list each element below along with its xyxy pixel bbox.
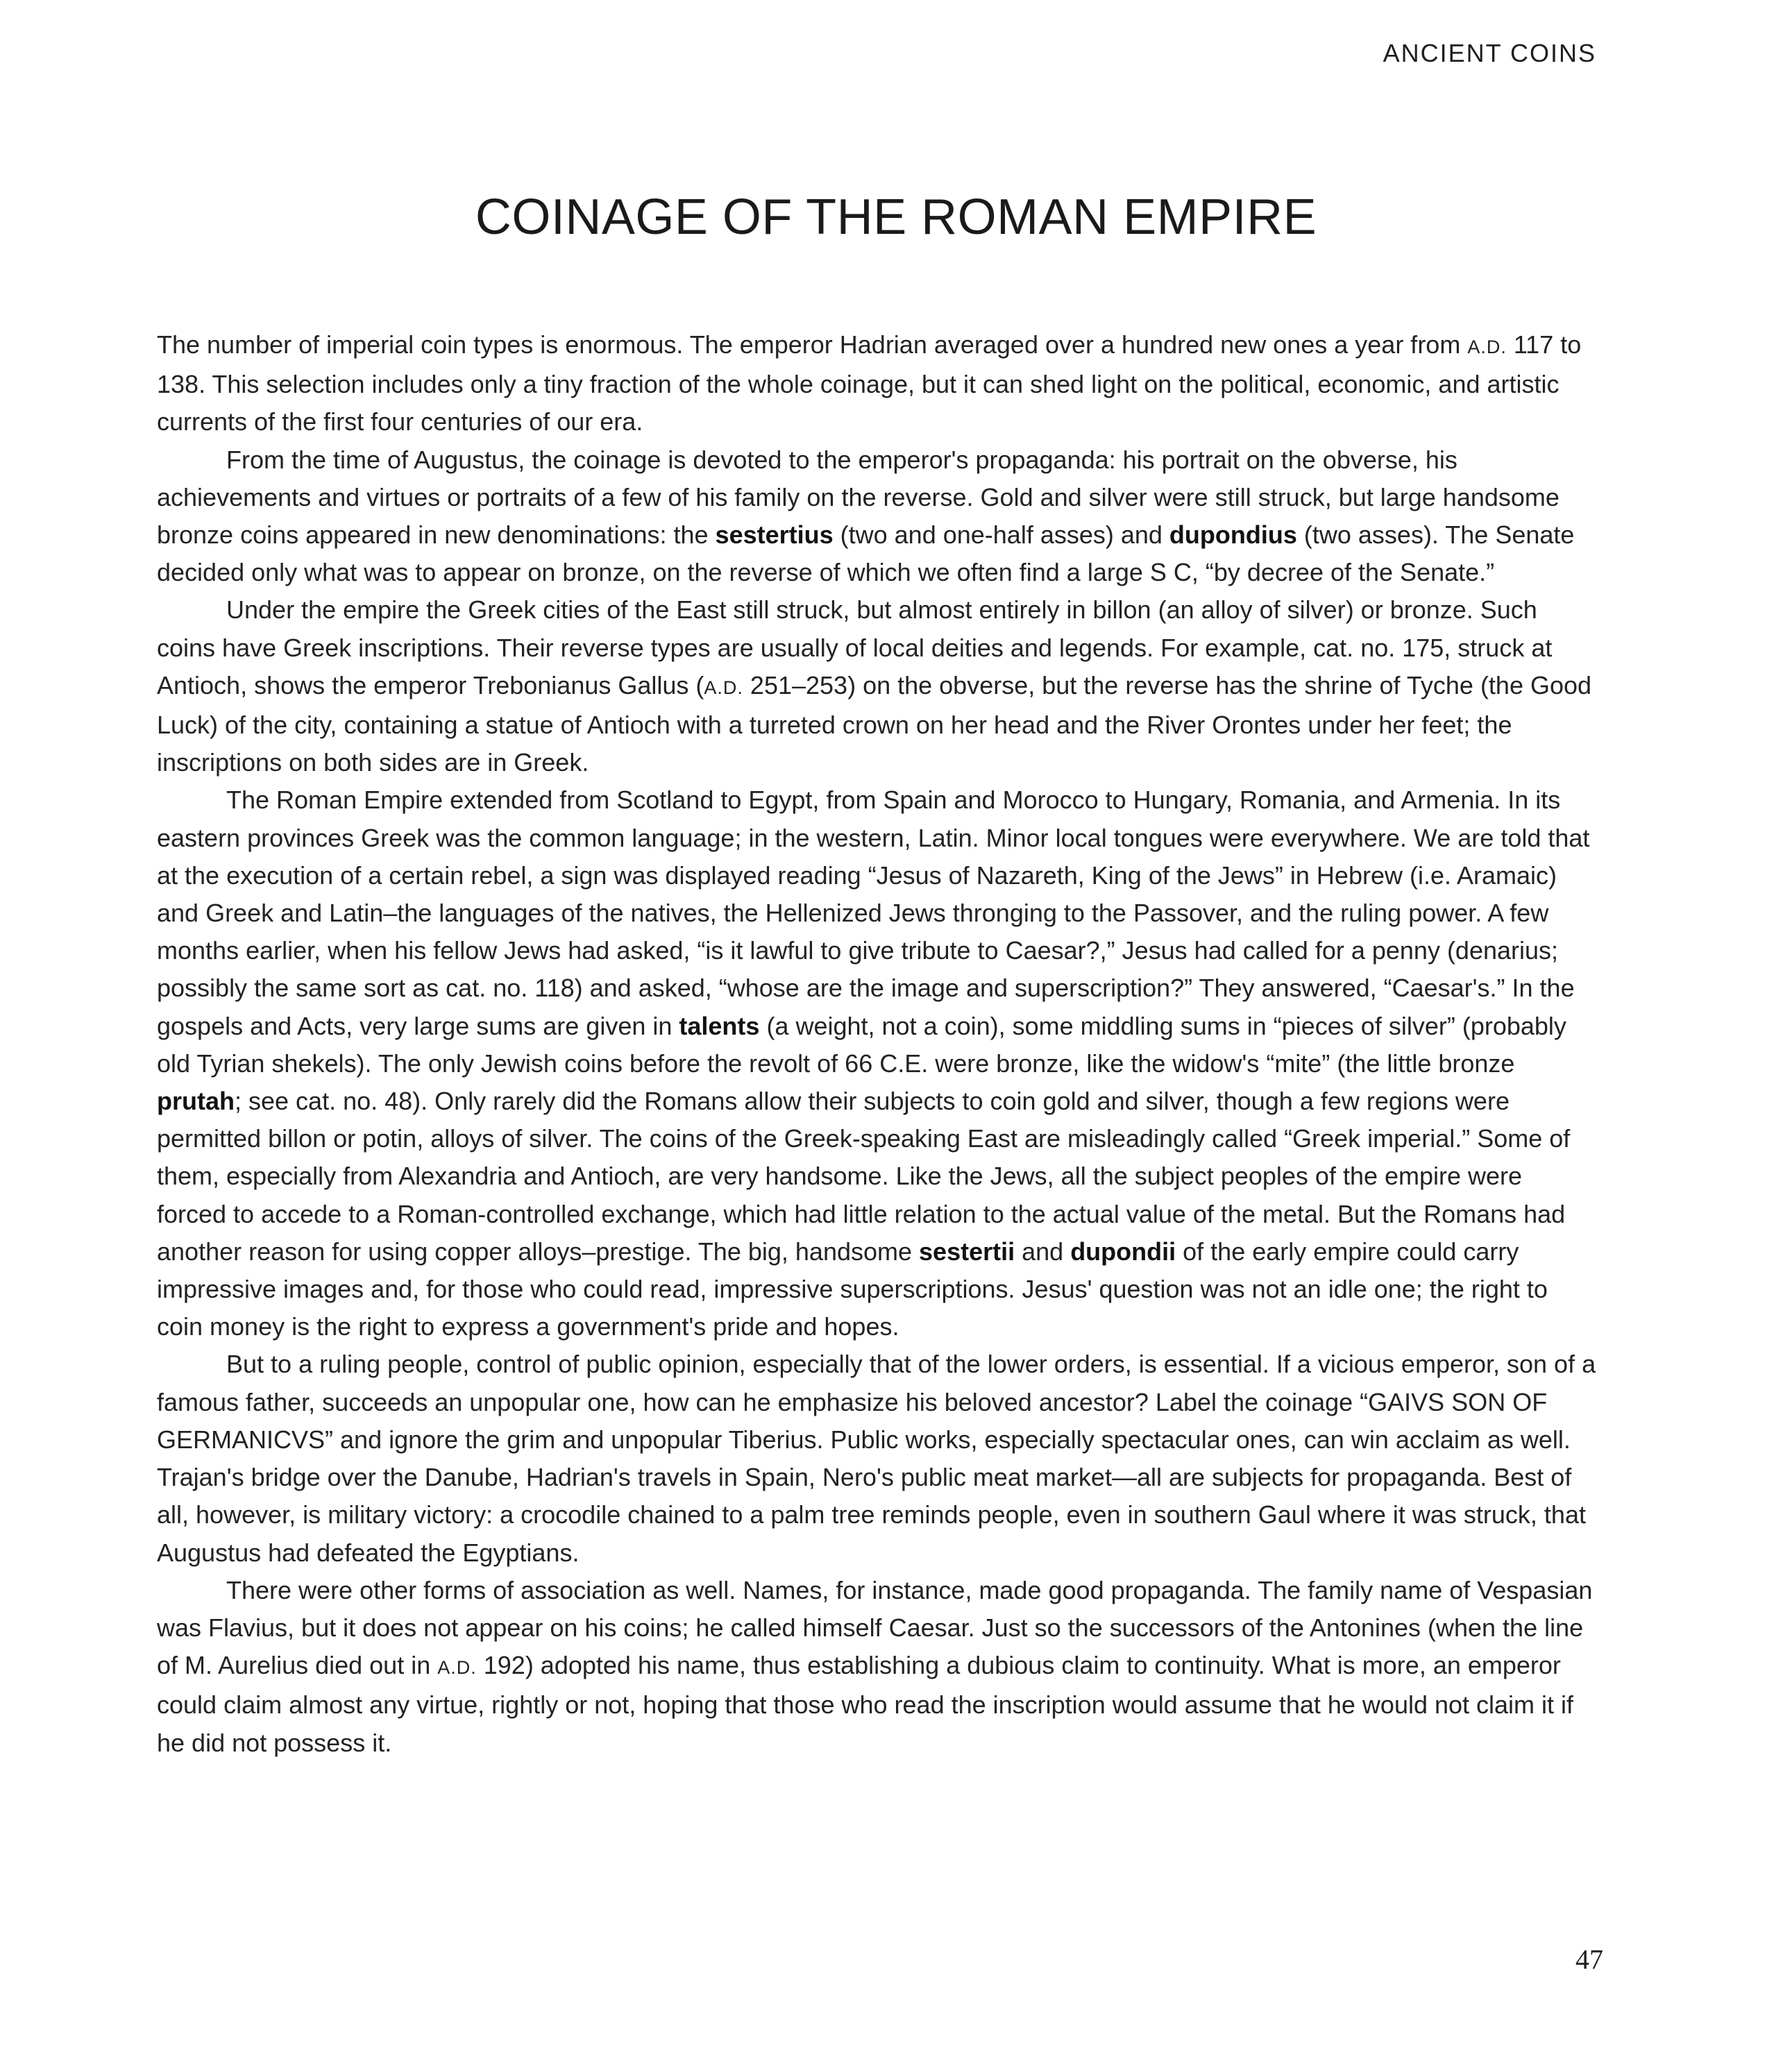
term-prutah: prutah: [157, 1087, 235, 1116]
term-sestertius: sestertius: [715, 520, 834, 550]
text-run: From the time of Augustus, the coinage is devoted to the emperor's propaganda: his portrait on the obverse, his achievements and virtues or portraits of a few of his family on the reverse. Gold and silver were still struck, but large handsome bronze coins appeared in new denominations: the: [157, 445, 1559, 550]
text-run: (a weight, not a coin), some middling sums in “pieces of silver” (probably old Tyrian shekels). The only Jewish coins before the revolt of 66 C.E. were bronze, like the widow's “mite” (the little bronze: [157, 1011, 1566, 1078]
text-run: of the early empire could carry impressive images and, for those who could read, impressive superscriptions. Jesus' question was not an idle one; the right to coin money is the right to express a government's pride and hopes.: [157, 1237, 1548, 1341]
text-run: The number of imperial coin types is enormous. The emperor Hadrian averaged over a hundred new ones a year from: [157, 330, 1468, 359]
term-talents: talents: [679, 1011, 760, 1040]
body-text: [157, 326, 1598, 1762]
text-run: and: [1015, 1237, 1071, 1266]
text-run: 117 to 138. This selection includes only a tiny fraction of the whole coinage, but it can shed light on the political, economic, and artistic currents of the first four centuries of our era.: [157, 330, 1582, 436]
text-run: 251–253) on the obverse, but the reverse has the shrine of Tyche (the Good Luck) of the city, containing a statue of Antioch with a turreted crown on her head and the River Orontes under her feet; the inscriptions on both sides are in Greek.: [157, 670, 1592, 777]
text-run: (two and one-half asses) and: [833, 520, 1169, 550]
page-number: 47: [1575, 1944, 1603, 1975]
paragraph-5: But to a ruling people, control of public opinion, especially that of the lower orders, is essential. If a vicious emperor, son of a famous father, succeeds an unpopular one, how can he emphasize his beloved ancestor? Label the coinage “GAIVS SON OF GERMANICVS” and ignore the grim and unpopular Tiberius. Public works, especially spectacular ones, can win acclaim as well. Trajan's bridge over the Danube, Hadrian's travels in Spain, Nero's public meat market—all are subjects for propaganda. Best of all, however, is military victory: a crocodile chained to a palm tree reminds people, even in southern Gaul where it was struck, that Augustus had defeated the Egyptians.: [157, 1350, 1596, 1567]
paragraph-1: [157, 326, 1598, 441]
paragraph-4: [157, 781, 1598, 1346]
paragraph-3: [157, 591, 1598, 781]
era-abbreviation: A.D.: [704, 677, 743, 698]
text-run: (two asses). The Senate decided only what was to appear on bronze, on the reverse of which we often find a large S C, “by decree of the Senate.”: [157, 520, 1575, 587]
paragraph-2: [157, 441, 1598, 592]
text-run: The Roman Empire extended from Scotland to Egypt, from Spain and Morocco to Hungary, Romania, and Armenia. In its eastern provinces Greek was the common language; in the western, Latin. Minor local tongues were everywhere. We are told that at the execution of a certain rebel, a sign was displayed reading “Jesus of Nazareth, King of the Jews” in Hebrew (i.e. Aramaic) and Greek and Latin–the languages of the natives, the Hellenized Jews thronging to the Passover, and the ruling power. A few months earlier, when his fellow Jews had asked, “is it lawful to give tribute to Caesar?,” Jesus had called for a penny (denarius; possibly the same sort as cat. no. 118) and asked, “whose are the image and superscription?” They answered, “Caesar's.” In the gospels and Acts, very large sums are given in: [157, 786, 1590, 1040]
text-run: Under the empire the Greek cities of the East still struck, but almost entirely in billon (an alloy of silver) or bronze. Such coins have Greek inscriptions. Their reverse types are usually of local deities and legends. For example, cat. no. 175, struck at Antioch, shows the emperor Trebonianus Gallus (: [157, 595, 1553, 699]
page-title: COINAGE OF THE ROMAN EMPIRE: [475, 189, 1317, 245]
running-head: ANCIENT COINS: [1383, 39, 1596, 67]
text-run: ; see cat. no. 48). Only rarely did the Romans allow their subjects to coin gold and silver, though a few regions were permitted billon or potin, alloys of silver. The coins of the Greek-speaking East are misleadingly called “Greek imperial.” Some of them, especially from Alexandria and Antioch, are very handsome. Like the Jews, all the subject peoples of the empire were forced to accede to a Roman-controlled exchange, which had little relation to the actual value of the metal. But the Romans had another reason for using copper alloys–prestige. The big, handsome: [157, 1087, 1571, 1266]
text-run: 192) adopted his name, thus establishing a dubious claim to continuity. What is more, an emperor could claim almost any virtue, rightly or not, hoping that those who read the inscription would assume that he would not claim it if he did not possess it.: [157, 1651, 1574, 1757]
text-run: There were other forms of association as well. Names, for instance, made good propaganda. The family name of Vespasian was Flavius, but it does not appear on his coins; he called himself Caesar. Just so the successors of the Antonines (when the line of M. Aurelius died out in: [157, 1575, 1593, 1680]
paragraph-6: [157, 1572, 1598, 1762]
term-sestertii: sestertii: [919, 1237, 1015, 1266]
term-dupondii: dupondii: [1070, 1237, 1176, 1266]
term-dupondius: dupondius: [1169, 520, 1297, 550]
era-abbreviation: A.D.: [437, 1657, 477, 1679]
era-abbreviation: A.D.: [1467, 337, 1507, 357]
